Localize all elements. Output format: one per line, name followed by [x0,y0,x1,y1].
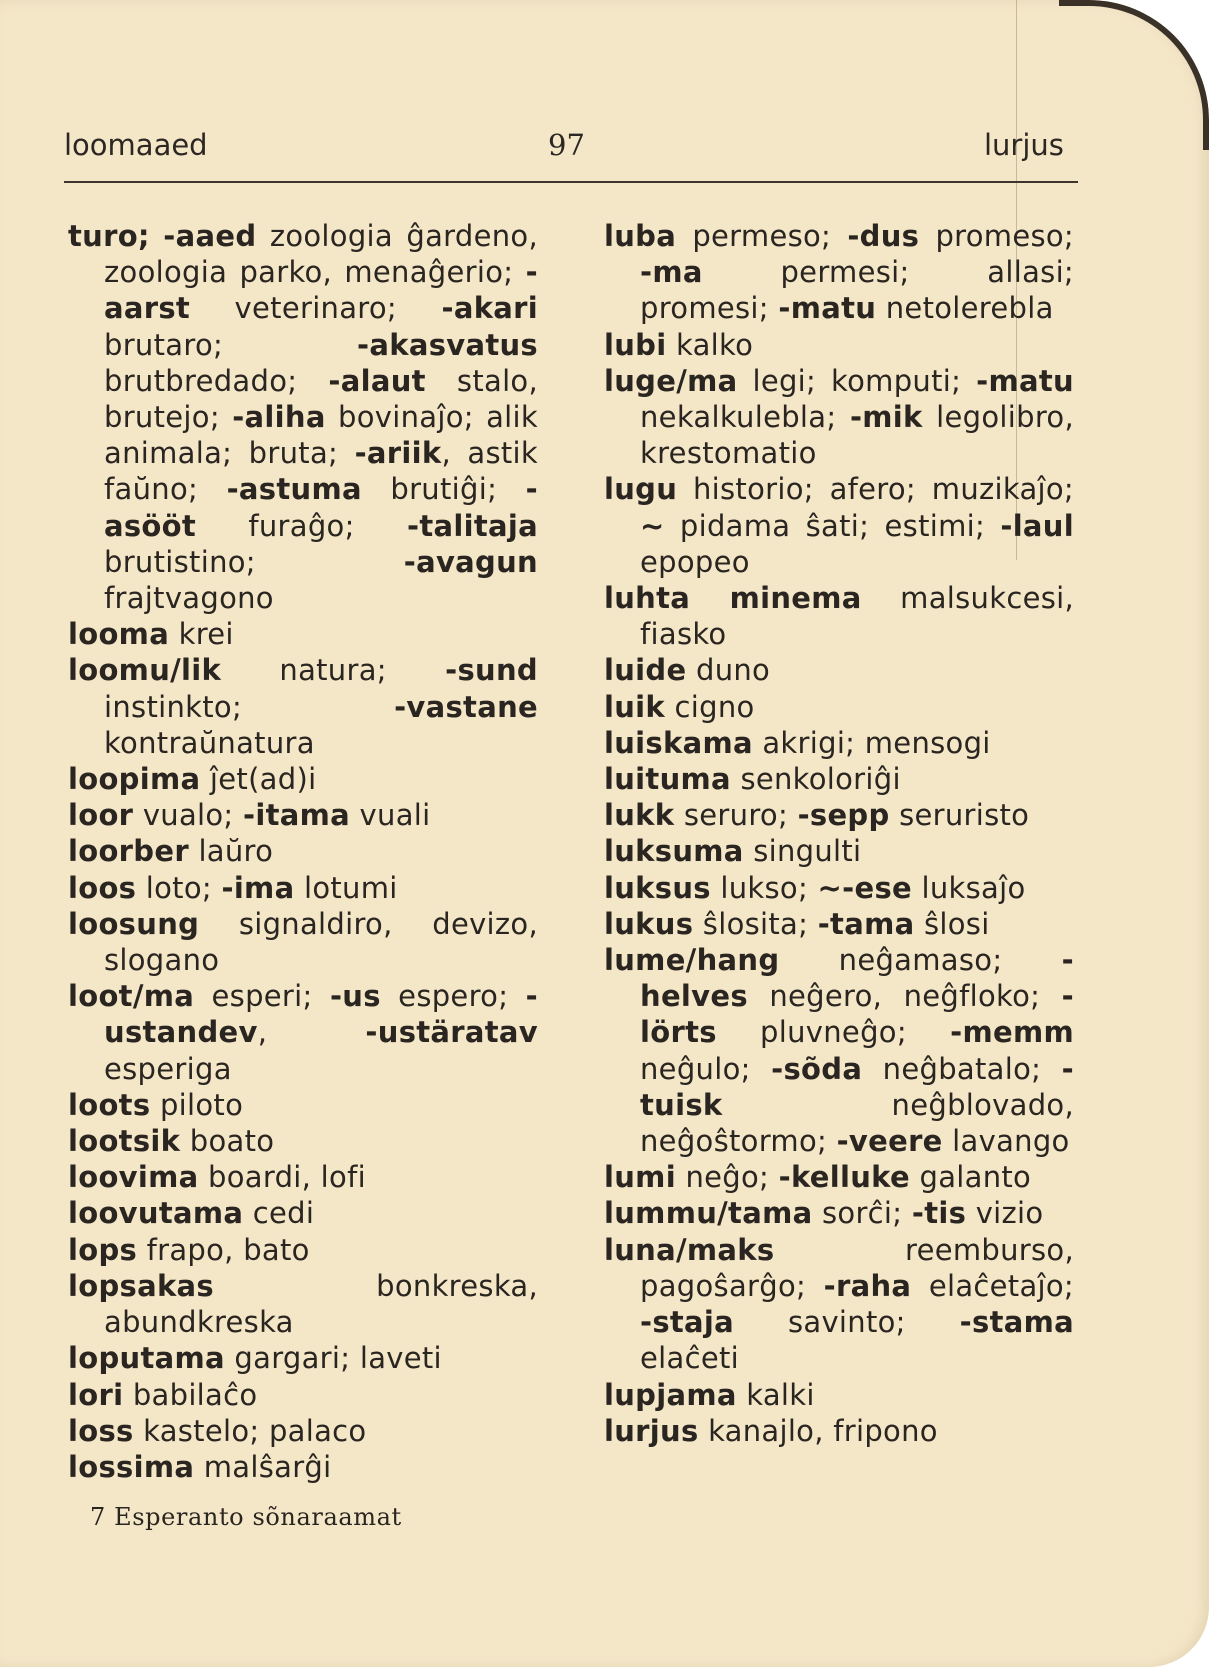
page-corner-shadow [1059,0,1209,150]
right-column [604,218,1074,1449]
dictionary-entry: lukk seruro; -sepp seruristo [604,798,1030,833]
dictionary-entry: loputama gargari; laveti [68,1341,442,1376]
dictionary-entry: loot/ma esperi; -us espero; -ustandev, -ustäratav esperiga [68,979,538,1086]
dictionary-entry: loovima boardi, lofi [68,1160,366,1195]
dictionary-entry: luksus lukso; ~-ese luksaĵo [604,870,1026,905]
dictionary-entry: loomu/lik natura; -sund instinkto; -vastane kontraŭnatura [68,653,538,760]
dictionary-entry: loos loto; -ima lotumi [68,870,398,905]
dictionary-entry: lume/hang neĝamaso; -helves neĝero, neĝfloko; -lörts pluvneĝo; -memm neĝulo; -sõda neĝbatalo; -tuisk neĝblovado, neĝoŝtormo; -veere lavango [604,943,1075,1159]
dictionary-entry: loorber laŭro [68,834,274,869]
dictionary-entry: lummu/tama sorĉi; -tis vizio [604,1196,1044,1231]
dictionary-entry: luide duno [604,653,771,688]
dictionary-entry: luna/maks reemburso, pagoŝarĝo; -raha elaĉetaĵo; -staja savinto; -stama elaĉeti [604,1232,1075,1376]
dictionary-entry: loopima ĵet(ad)i [68,762,317,797]
dictionary-entry: loots piloto [68,1087,244,1122]
dictionary-entry: lori babilaĉo [68,1377,258,1412]
dictionary-entry: luiskama akrigi; mensogi [604,725,991,760]
dictionary-entry: lootsik boato [68,1124,275,1159]
left-column [68,218,538,1485]
dictionary-entry: lops frapo, bato [68,1232,310,1267]
page-number: 97 [548,128,585,162]
dictionary-entry: luksuma singulti [604,834,862,869]
printer-signature: 7 Esperanto sõnaraamat [90,1503,402,1531]
dictionary-entry: looma krei [68,617,234,652]
header-rule [64,181,1078,183]
running-head-left: loomaaed [64,128,208,162]
dictionary-entry: lupjama kalki [604,1377,815,1412]
dictionary-entry: lukus ŝlosita; -tama ŝlosi [604,906,990,941]
dictionary-entry: lubi kalko [604,327,754,362]
dictionary-entry: lumi neĝo; -kelluke galanto [604,1160,1032,1195]
dictionary-entry: luge/ma legi; komputi; -matu nekalkulebla; -mik legolibro, krestomatio [604,363,1074,471]
dictionary-entry: luituma senkoloriĝi [604,762,901,797]
dictionary-entry: loor vualo; -itama vuali [68,798,431,833]
running-head-right: lurjus [984,128,1064,162]
dictionary-entry: lossima malŝarĝi [68,1449,332,1484]
dictionary-entry: loss kastelo; palaco [68,1413,367,1448]
dictionary-entry: luhta minema malsukcesi, fiasko [604,581,1074,652]
dictionary-entry: lopsakas bonkreska, abundkreska [68,1268,538,1340]
dictionary-entry: lurjus kanajlo, fripono [604,1413,938,1448]
dictionary-entry: loosung signaldiro, devizo, slogano [68,906,538,978]
dictionary-entry: turo; -aaed zoologia ĝardeno, zoologia parko, menaĝerio; -aarst veterinaro; -akari brutaro; -akasvatus brutbredado; -alaut stalo, brutejo; -aliha bovinaĵo; alik animala; bruta; -ariik, astik faŭno; -astuma brutiĝi; -asööt furaĝo; -talitaja brutistino; -avagun frajtvagono [68,219,539,616]
dictionary-entry: luik cigno [604,689,755,724]
dictionary-entry: luba permeso; -dus promeso; -ma permesi; allasi; promesi; -matu netolerebla [604,219,1074,326]
dictionary-entry: lugu historio; afero; muzikaĵo; ~ pidama ŝati; estimi; -laul epopeo [604,472,1074,579]
dictionary-entry: loovutama cedi [68,1196,315,1231]
